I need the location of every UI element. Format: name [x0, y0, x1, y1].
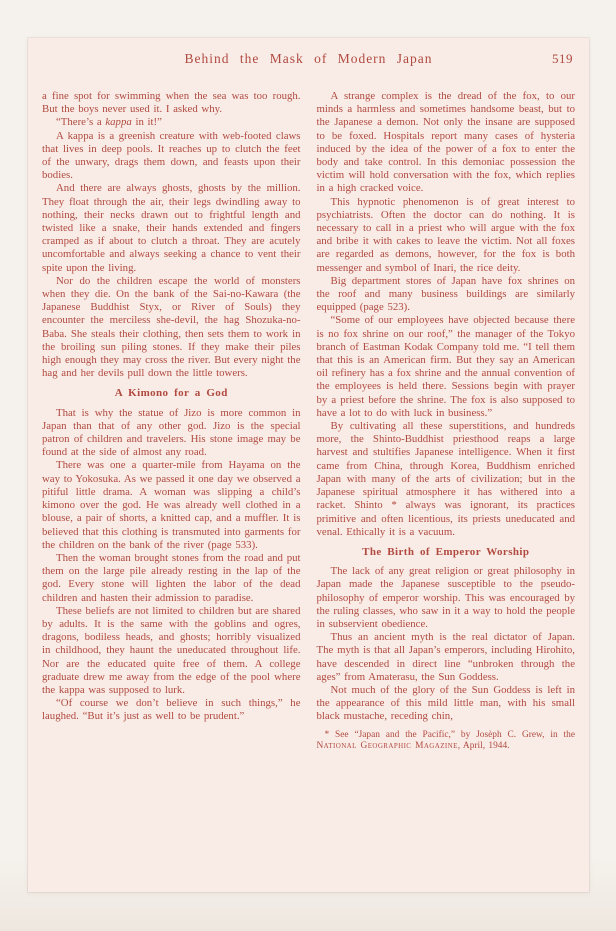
paragraph: A strange complex is the dread of the fox, to our minds a harmless and sometimes handsome beast, but to the Japanese a demon. Not only the insane are supposed to be foxed. Hospitals report many cases of hysteria induced by the idea of the power of a fox to enter the body and take control. In this demoniac possession the victim will hold conversation with the fox, which replies in a high cracked voice.	[316, 90, 575, 195]
paragraph: By cultivating all these superstitions, and hundreds more, the Shinto-Buddhist priesthood reaps a large harvest and stultifies Japanese intelligence. When it first came from China, through Korea, Buddhism enriched Japan with many of the arts of civilization; but in the Japanese spiritual atmosphere it has withered into a racket. Shinto * always was ignorant, its practices primitive and often licentious, its priests uneducated and venal. Ethically it is a vacuum.	[316, 420, 575, 538]
section-heading: The Birth of Emperor Worship	[362, 545, 530, 558]
paragraph: That is why the statue of Jizo is more common in Japan than that of any other god. Jizo is the special patron of children and travelers. His stone image may be found at the side of almost any road.	[42, 406, 301, 459]
paragraph: Big department stores of Japan have fox shrines on the roof and many business buildings are similarly equipped (page 523).	[316, 274, 575, 314]
text-run: * See “Japan and the Pacific,” by Josèph C. Grew, in the	[324, 729, 575, 740]
paragraph: A kappa is a greenish creature with web-footed claws that lives in deep pools. It reaches up to clutch the feet of the unwary, drags them down, and feasts upon their bodies.	[42, 129, 301, 182]
section-heading: A Kimono for a God	[114, 387, 228, 400]
paragraph: The lack of any great religion or great philosophy in Japan made the Japanese susceptible to the pseudo-philosophy of emperor worship. This was encouraged by the ruling classes, who saw in it a way to hold the people in subservient obedience.	[316, 565, 575, 630]
magazine-page-scan	[28, 38, 589, 892]
paragraph	[42, 116, 301, 129]
paragraph: There was one a quarter-mile from Hayama on the way to Yokosuka. As we passed it one day we observed a pitiful little drama. A woman was slipping a child’s kimono over the god. He was already well clothed in a blouse, a pair of shorts, a knitted cap, and a muffler. It is believed that this clothing is transmuted into garments for the children on the bank of the river (page 533).	[42, 459, 301, 551]
left-column	[42, 90, 301, 753]
paragraph: And there are always ghosts, ghosts by the million. They float through the air, their legs dwindling away to nothing, their necks drawn out to frightful length and twisted like a snake, their hands extended and fingers cramped as if about to clutch a throat. They are acutely uncomfortable and always seeking a chance to vent their spite upon the living.	[42, 182, 301, 274]
page-number: 519	[552, 51, 573, 66]
paragraph: “Some of our employees have objected because there is no fox shrine on our roof,” the manager of the Tokyo branch of Eastman Kodak Company told me. “I tell them that this is an American firm. But they say an American oil refinery has a fox shrine and the annual convention of the employees is held there. Sessions begin with prayer by a priest before the shrine. The fox is also supposed to have a lot to do with luck in business.”	[316, 314, 575, 419]
paragraph: These beliefs are not limited to children but are shared by adults. It is the same with the goblins and ogres, dragons, bodiless heads, and ghosts; horribly visualized in childhood, they haunt the uneducated throughout life. Nor are the educated quite free of them. A college graduate drew me away from the edge of the pool where the kappa was supposed to lurk.	[42, 604, 301, 696]
text-run: , April, 1944.	[457, 741, 510, 752]
running-head	[42, 51, 575, 69]
smallcaps-text-run: National Geographic Magazine	[316, 741, 458, 752]
text-run: in it!”	[131, 116, 162, 129]
paragraph: This hypnotic phenomenon is of great interest to psychiatrists. Often the doctor can do nothing. It is necessary to call in a priest who will argue with the fox and bribe it with cakes to leave the victim. Not all foxes are regarded as demons, however, for the fox is both messenger and symbol of Inari, the rice deity.	[316, 195, 575, 274]
paragraph: Not much of the glory of the Sun Goddess is left in the appearance of this mild little man, with his small black mustache, receding chin,	[316, 683, 575, 723]
paragraph: “Of course we don’t believe in such things,” he laughed. “But it’s just as well to be prudent.”	[42, 697, 301, 723]
page-title: Behind the Mask of Modern Japan	[184, 51, 433, 66]
text-run: “There’s a	[56, 116, 106, 129]
italic-text-run: kappa	[105, 116, 132, 129]
footnote	[317, 730, 576, 753]
right-column	[317, 90, 576, 753]
paragraph: Nor do the children escape the world of monsters when they die. On the bank of the Sai-no-Kawara (the Japanese Buddhist Styx, or River of Souls) they encounter the merciless she-devil, the hag Shozuka-no-Baba. She steals their clothing, then sets them to work in the broiling sun piling stones. If they make their piles high enough they may cross the river. But every night the hag and her devils pull down the little towers.	[42, 274, 301, 380]
paragraph: a fine spot for swimming when the sea was too rough. But the boys never used it. I asked why.	[42, 90, 301, 116]
paragraph: Thus an ancient myth is the real dictator of Japan. The myth is that all Japan’s emperors, including Hirohito, have descended in direct line “unbroken through the ages” from Amaterasu, the Sun Goddess.	[316, 631, 575, 683]
paragraph: Then the woman brought stones from the road and put them on the large pile already resting in the lap of the god. Every stone will lighten the labor of the dead children and hasten their admission to paradise.	[42, 551, 301, 604]
text-columns	[42, 90, 575, 753]
